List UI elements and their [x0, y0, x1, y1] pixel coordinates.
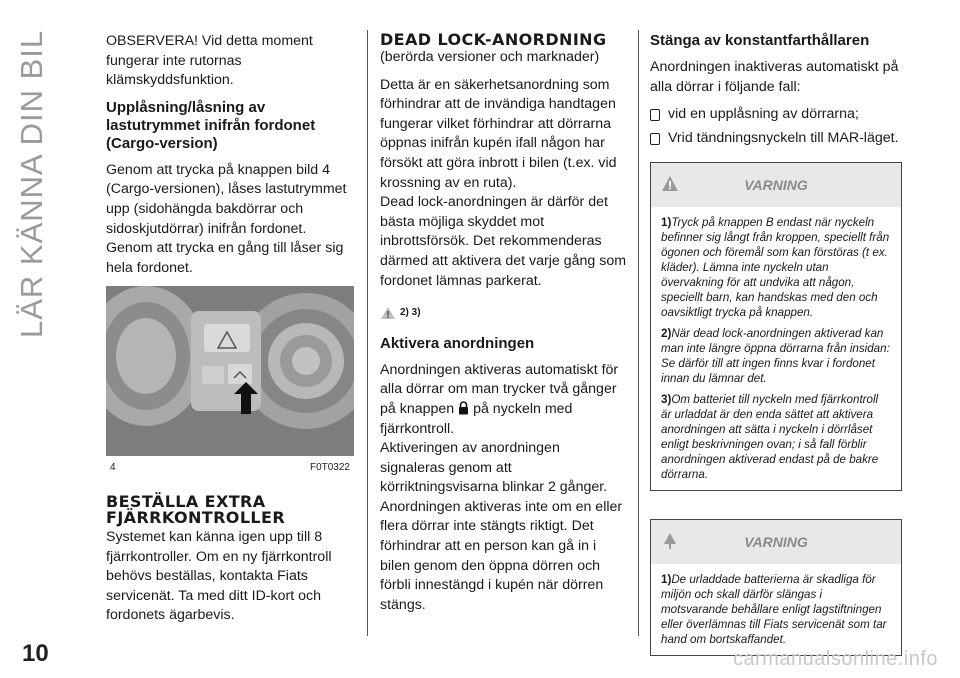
cargo-lock-heading: Upplåsning/låsning av lastutrymmet inifrån fordonet (Cargo-version) — [106, 98, 316, 152]
list-item: vid en upplåsning av dörrarna; — [650, 105, 902, 125]
warning-box-1 — [650, 162, 902, 491]
column-divider — [367, 30, 368, 636]
activate-heading: Aktivera anordningen — [380, 334, 535, 352]
column-divider — [638, 30, 639, 636]
warning-title: VARNING — [744, 176, 808, 193]
warning-item-1: 1)Tryck på knappen B endast när nyckeln befinner sig långt från kroppen, speciellt från ögonen och föremål som kan förstöras (t ex. kläder). Lämna inte nyckeln utan övervakning för att undvika att någon, speciellt barn, kan handskas med den och oavsiktligt trycka på knappen. — [661, 216, 890, 320]
deactivate-text: Anordningen inaktiveras automatiskt på alla dörrar i följande fall: — [650, 59, 899, 95]
tree-icon — [661, 532, 679, 550]
activate-text-1a: Anordningen aktiveras automatiskt för alla dörrar om man trycker två gånger på knappen — [380, 361, 619, 417]
dashboard-illustration — [106, 286, 354, 456]
dead-lock-heading: DEAD LOCK-ANORDNING — [380, 30, 607, 49]
dashboard-button-figure — [106, 286, 354, 456]
activate-text-2: Aktiveringen av anordningen signaleras genom att körriktningsvisarna blinkar 2 gånger. — [380, 440, 608, 496]
warning-body — [651, 207, 901, 490]
list-item: Vrid tändningsnyckeln till MAR-läget. — [650, 129, 902, 149]
cargo-lock-text: Genom att trycka på knappen bild 4 (Cargo-versionen), låses lastutrymmet upp (sidohängda bakdörrar och sidoskjutdörrar) inifrån fordonet. Genom att trycka en gång till låser sig hela fordonet. — [106, 161, 347, 276]
warning-box-2 — [650, 519, 902, 656]
column-3 — [650, 32, 902, 656]
column-1 — [106, 32, 354, 634]
activate-text-1b: på nyckeln med fjärrkontroll. — [380, 400, 573, 437]
column-2 — [380, 32, 628, 623]
warning-item-2: 2)När dead lock-anordningen aktiverad kan man inte längre öppna dörrarna från insidan: Se därför till att ingen finns kvar i fordonet innan du lämnar det. — [661, 327, 890, 386]
activate-text-3: Anordningen aktiveras inte om en eller flera dörrar inte stängts riktigt. Det förhindrar att en person kan gå in i bilen genom den öppna dörren och förbli innestängd i kupén när dörren stängs. — [380, 498, 623, 613]
dead-lock-text-2: Dead lock-anordningen är därför det bästa möjliga skyddet mot inbrottsförsök. Det rekommenderas därmed att aktivera det varje gång som fordonet lämnas parkerat. — [380, 194, 627, 289]
section-side-tab: LÄR KÄNNA DIN BIL — [14, 30, 49, 339]
page-number: 10 — [22, 640, 49, 667]
activate-text-1 — [380, 361, 628, 439]
dead-lock-text-1: Detta är en säkerhetsanordning som förhindrar att de invändiga handtagen fungerar vilket förhindrar att dörrarna öppnas inifrån kupén ifall någon har försökt att göra inbrott i bilen (t.ex. vid krossning av en ruta). — [380, 76, 617, 191]
dead-lock-subheading: (berörda versioner och marknader) — [380, 49, 600, 65]
warning-triangle-icon — [661, 175, 679, 193]
padlock-icon — [458, 401, 469, 415]
warning-reference-numbers: 2) 3) — [400, 307, 421, 319]
order-remotes-heading-line1: BESTÄLLA EXTRA — [106, 491, 266, 511]
figure-caption — [106, 458, 354, 478]
deactivate-list — [650, 105, 902, 148]
deactivate-heading: Stänga av konstantfarthållaren — [650, 32, 870, 49]
warning-item-3: 3)Om batteriet till nyckeln med fjärrkontroll är urladdat är den enda sättet att aktivera anordningen att sätta i nyckeln i dörrlåset enligt beskrivningen ovan; i så fall förblir anordningen aktiverad endast på de bakre dörrarna. — [661, 393, 879, 482]
order-remotes-heading-line2: FJÄRRKONTROLLER — [106, 507, 286, 527]
warning-item-1: 1)De urladdade batterierna är skadliga för miljön och skall därför slängas i motsvarande behållare enligt lagstiftningen eller överlämnas till Fiats servicenät som tar hand om bortskaffandet. — [661, 573, 887, 647]
figure-code: F0T0322 — [309, 462, 350, 474]
warning-body — [651, 564, 901, 655]
bullet-icon — [650, 133, 660, 145]
warning-triangle-icon — [380, 306, 396, 320]
warning-header — [651, 163, 901, 207]
bullet-icon — [650, 109, 660, 121]
warning-reference — [380, 303, 421, 323]
order-remotes-text: Systemet kan känna igen upp till 8 fjärrkontroller. Om en ny fjärrkontroll behövs beställas, kontakta Fiats servicenät. Ta med ditt ID-kort och fordonets ägarbevis. — [106, 528, 332, 624]
footer-watermark: carmanualsonline.info — [732, 648, 938, 670]
warning-header — [651, 520, 901, 564]
warning-title: VARNING — [744, 533, 808, 550]
observera-note: OBSERVERA! Vid detta moment fungerar inte rutornas klämskyddsfunktion. — [106, 33, 313, 89]
figure-number: 4 — [110, 462, 116, 474]
